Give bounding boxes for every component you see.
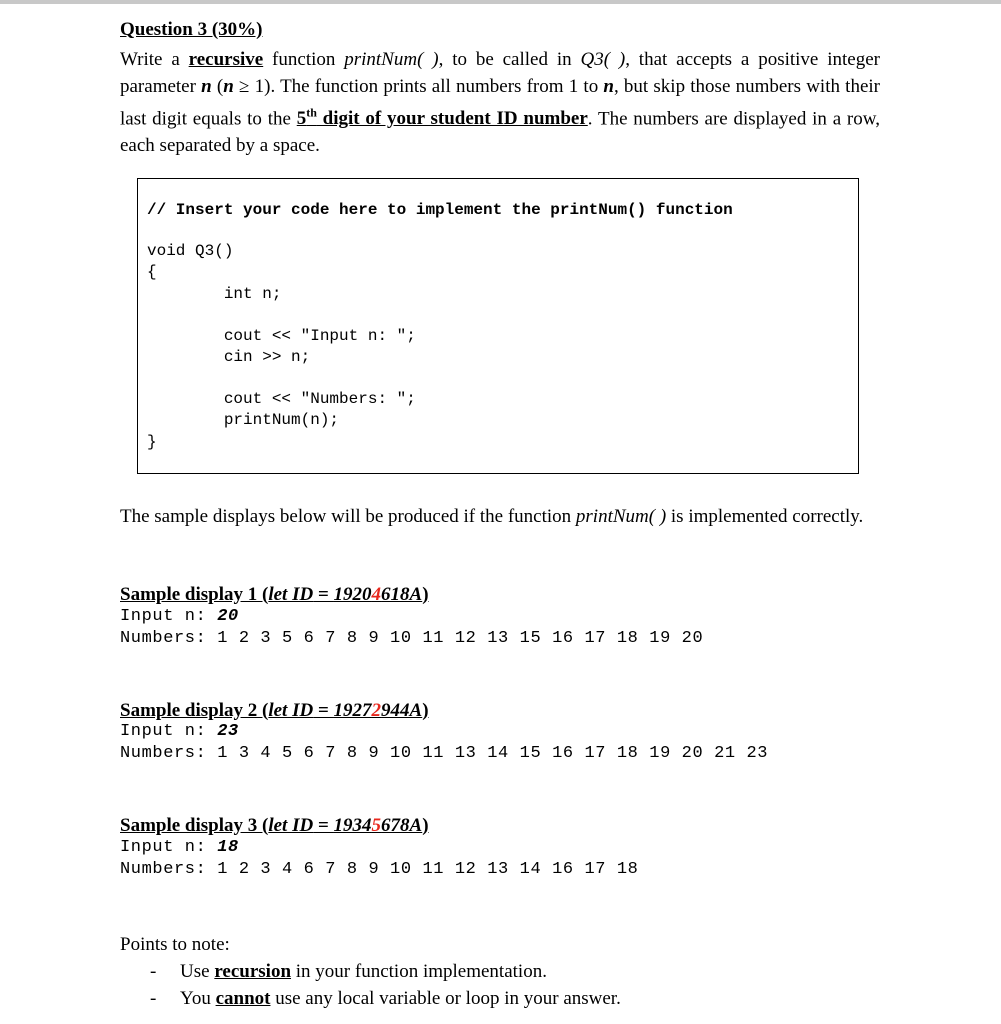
sample-title-1: Sample display 1 (let ID = 19204618A): [120, 584, 429, 605]
sample-input-2: Input n: 23: [120, 722, 239, 741]
id-fifth-digit: 4: [371, 584, 382, 605]
question-heading: Question 3 (30%): [120, 19, 263, 40]
id-fifth-digit: 5: [371, 815, 382, 836]
student-id-phrase: 5th digit of your student ID number: [296, 106, 588, 130]
code-line: printNum(n);: [147, 411, 340, 429]
sample-numbers-1: Numbers: 1 2 3 5 6 7 8 9 10 11 12 13 15 16 17 18 19 20: [120, 629, 704, 648]
sample-numbers-2: Numbers: 1 3 4 5 6 7 8 9 10 11 13 14 15 16 17 18 19 20 21 23: [120, 744, 769, 763]
code-box: [137, 178, 859, 474]
note-no-loop: You cannot use any local variable or loop in your answer.: [180, 988, 621, 1009]
note-recursion: Use recursion in your function implementation.: [180, 961, 547, 982]
sample-input-3: Input n: 18: [120, 838, 239, 857]
sample-title-3: Sample display 3 (let ID = 19345678A): [120, 815, 429, 836]
code-line: {: [147, 263, 157, 281]
sample-input-1: Input n: 20: [120, 607, 239, 626]
sample-intro: The sample displays below will be produced if the function printNum( ) is implemented correctly.: [120, 506, 864, 527]
sample-title-2: Sample display 2 (let ID = 19272944A): [120, 700, 429, 721]
code-line: int n;: [147, 285, 282, 303]
code-comment: // Insert your code here to implement the printNum() function: [147, 201, 733, 219]
code-line: void Q3(): [147, 242, 234, 260]
notes-heading: Points to note:: [120, 934, 230, 955]
code-line: cout << "Input n: ";: [147, 327, 416, 345]
code-line: }: [147, 433, 157, 451]
bullet-marker: -: [150, 961, 157, 982]
sample-numbers-3: Numbers: 1 2 3 4 6 7 8 9 10 11 12 13 14 16 17 18: [120, 860, 639, 879]
recursive-keyword: recursive: [188, 49, 264, 70]
id-fifth-digit: 2: [371, 700, 382, 721]
top-border: [0, 0, 1001, 4]
question-text: Write a recursive function printNum( ), to be called in Q3( ), that accepts a positive integer parameter n (n ≥ 1). The function prints all numbers from 1 to n, but skip those numbers with their last digit equals to the 5th digit of your student ID number. The numbers are displayed in a row, each separated by a space.: [120, 49, 880, 157]
bullet-marker: -: [150, 988, 157, 1009]
code-line: cin >> n;: [147, 348, 311, 366]
code-line: cout << "Numbers: ";: [147, 390, 416, 408]
